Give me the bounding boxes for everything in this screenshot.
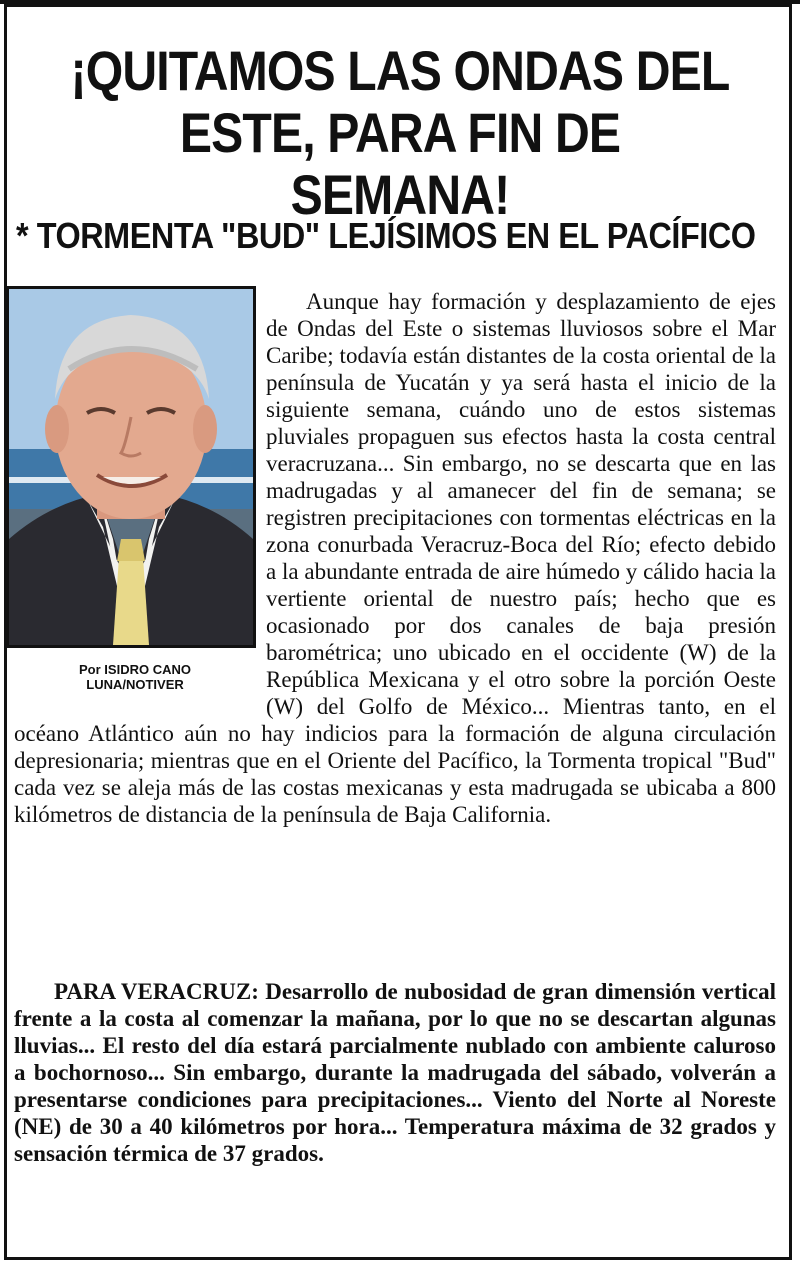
headline: ¡QUITAMOS LAS ONDAS DEL ESTE, PARA FIN DE SEMANA!	[70, 39, 730, 226]
forecast-text: Desarrollo de nubosidad de gran dimensión vertical frente a la costa al comenzar la mañana, por lo que no se descartan algunas lluvias... El resto del día estará parcialmente nublado con ambiente caluroso a bochornoso... Sin embargo, durante la madrugada del sábado, volverán a presentarse condiciones para precipitaciones... Viento del Norte al Noreste (NE) de 30 a 40 kilómetros por hora... Temperatura máxima de 32 grados y sensación térmica de 37 grados.	[14, 979, 777, 1166]
article-paragraph: Aunque hay formación y desplazamiento de ejes de Ondas del Este o sistemas lluviosos sobre el Mar Caribe; todavía están distantes de la costa oriental de la península de Yucatán y ya será hasta el inicio de la siguiente semana, cuándo uno de estos sistemas pluviales propaguen sus efectos hasta la costa central veracruzana... Sin embargo, no se descarta que en las madrugadas y al amanecer del fin de semana; se registren precipitaciones con tormentas eléctricas en la zona conurbada Veracruz-Boca del Río; efecto debido a la abundante entrada de aire húmedo y cálido hacia la vertiente oriental de nuestro país; hecho que es ocasionado por dos canales de baja presión barométrica; uno ubicado en el occidente (W) de la República Mexicana y el otro sobre la porción Oeste (W) del Golfo de México... Mientras tanto, en el océano Atlántico aún no hay indicios para la formación de alguna circulación depresionaria; mientras que en el Oriente del Pacífico, la Tormenta tropical "Bud" cada vez se aleja más de las costas mexicanas y esta madrugada se ubicaba a 800 kilómetros de distancia de la península de Baja California.	[14, 289, 776, 827]
forecast-label: PARA VERACRUZ:	[54, 979, 259, 1004]
byline-author: Por ISIDRO CANO	[79, 662, 191, 677]
forecast-section	[14, 978, 776, 1167]
byline-source: LUNA/NOTIVER	[86, 677, 184, 692]
subheadline: * TORMENTA "BUD" LEJÍSIMOS EN EL PACÍFICO	[16, 215, 756, 256]
article-body	[14, 288, 776, 828]
